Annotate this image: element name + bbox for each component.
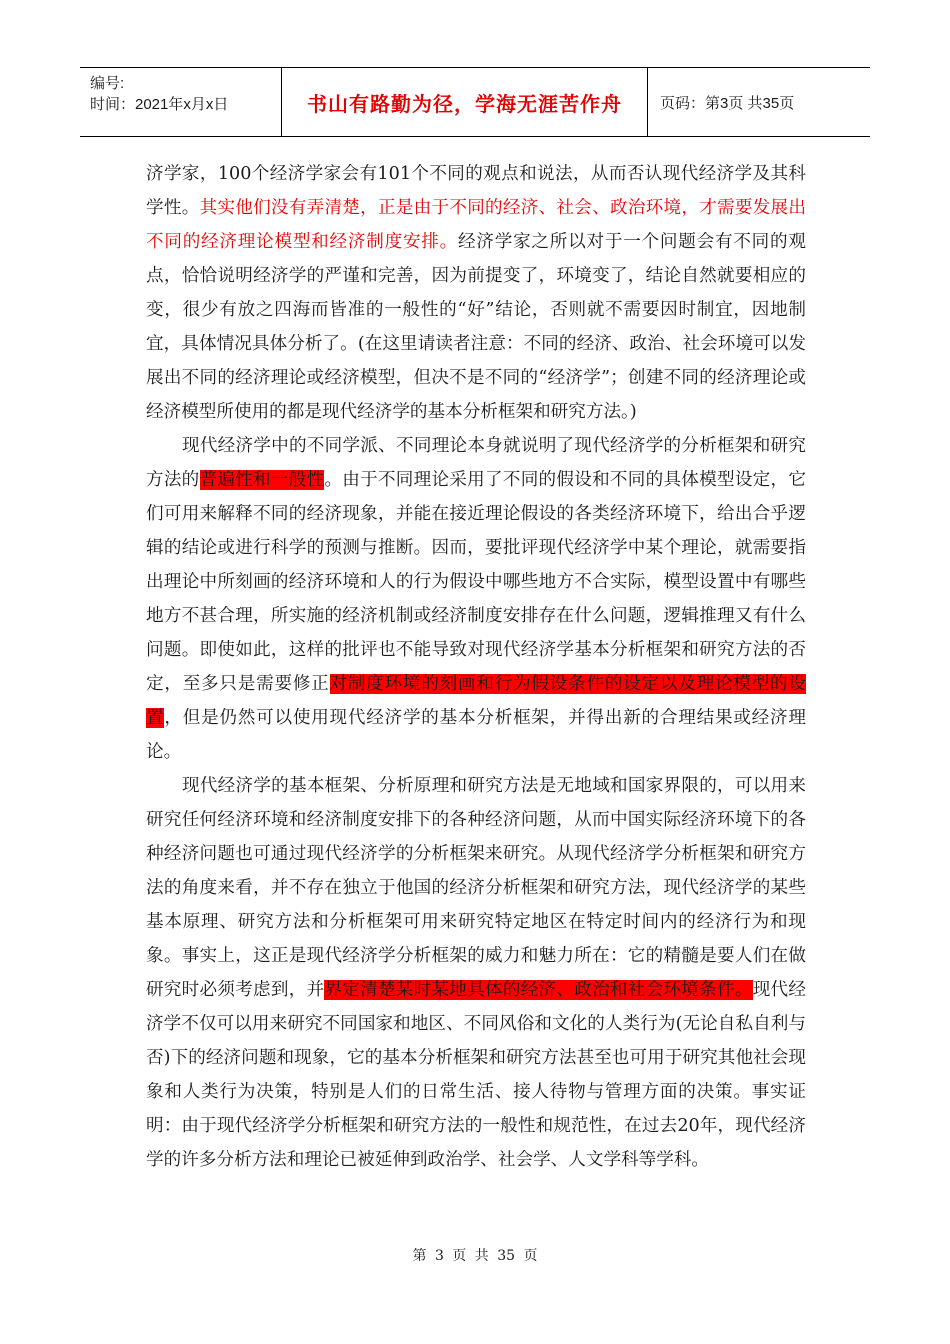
p2-highlight-1: 普遍性和一般性 (199, 470, 325, 490)
p1-red-text: 其实他们没有弄清楚，正是由于不同的经济、社会、政治环境，才需要发展出不同的经济理论模型和经济制度安排。 (146, 198, 806, 252)
header-table (80, 67, 870, 137)
p2-text-b: 。由于不同理论采用了不同的假设和不同的具体模型设定，它们可用来解释不同的经济现象，并能在接近理论假设的各类经济环境下，给出合乎逻辑的结论或进行科学的预测与推断。因而，要批评现代经济学中某个理论，就需要指出理论中所刻画的经济环境和人的行为假设中哪些地方不合实际，模型设置中有哪些地方不甚合理，所实施的经济机制或经济制度安排存在什么问题，逻辑推理又有什么问题。即使如此，这样的批评也不能导致对现代经济学基本分析框架和研究方法的否定，至多只是需要修正 (146, 470, 806, 694)
p3-text-a: 现代经济学的基本框架、分析原理和研究方法是无地域和国家界限的，可以用来研究任何经济环境和经济制度安排下的各种经济问题，从而中国实际经济环境下的各种经济问题也可通过现代经济学的分析框架来研究。从现代经济学分析框架和研究方法的角度来看，并不存在独立于他国的经济分析框架和研究方法，现代经济学的某些基本原理、研究方法和分析框架可用来研究特定地区在特定时间内的经济行为和现象。事实上，这正是现代经济学分析框架的威力和魅力所在：它的精髓是要人们在做研究时必须考虑到，并 (146, 776, 806, 1000)
p2-text-a: 现代经济学中的不同学派、不同理论本身就说明了现代经济学的分析框架和研究方法的 (146, 436, 806, 490)
header-meta-cell (80, 68, 282, 136)
p3-text-b: 现代经济学不仅可以用来研究不同国家和地区、不同风俗和文化的人类行为(无论自私自利与否)下的经济问题和现象，它的基本分析框架和研究方法甚至也可用于研究其他社会现象和人类行为决策，特别是人们的日常生活、接人待物与管理方面的决策。事实证明：由于现代经济学分析框架和研究方法的一般性和规范性，在过去20年，现代经济学的许多分析方法和理论已被延伸到政治学、社会学、人文学科等学科。 (146, 980, 806, 1170)
page-code: 页码：第3页 共35页 (660, 94, 795, 112)
p1-text-b: 经济学家之所以对于一个问题会有不同的观点，恰恰说明经济学的严谨和完善，因为前提变了，环境变了，结论自然就要相应的变，很少有放之四海而皆准的一般性的“好”结论，否则就不需要因时制宜，因地制宜，具体情况具体分析了。(在这里请读者注意：不同的经济、政治、社会环境可以发展出不同的经济理论或经济模型，但决不是不同的“经济学”；创建不同的经济理论或经济模型所使用的都是现代经济学的基本分析框架和研究方法。) (146, 232, 806, 422)
p3-highlight: 界定清楚某时某地具体的经济、政治和社会环境条件。 (324, 980, 753, 1000)
paragraph-3 (146, 769, 806, 1177)
document-body (146, 157, 806, 1177)
paragraph-2 (146, 429, 806, 769)
time-label: 时间：2021年x月x日 (90, 96, 229, 113)
motto: 书山有路勤为径，学海无涯苦作舟 (282, 68, 648, 136)
paragraph-1 (146, 157, 806, 429)
number-label: 编号: (90, 75, 125, 92)
page-footer: 第 3 页 共 35 页 (412, 1248, 538, 1264)
p2-text-c: ，但是仍然可以使用现代经济学的基本分析框架，并得出新的合理结果或经济理论。 (146, 708, 806, 762)
p1-text-a: 济学家，100个经济学家会有101个不同的观点和说法，从而否认现代经济学及其科学性。 (146, 164, 806, 218)
p2-highlight-2: 对制度环境的刻画和行为假设条件的设定以及理论模型的设置 (146, 674, 806, 728)
